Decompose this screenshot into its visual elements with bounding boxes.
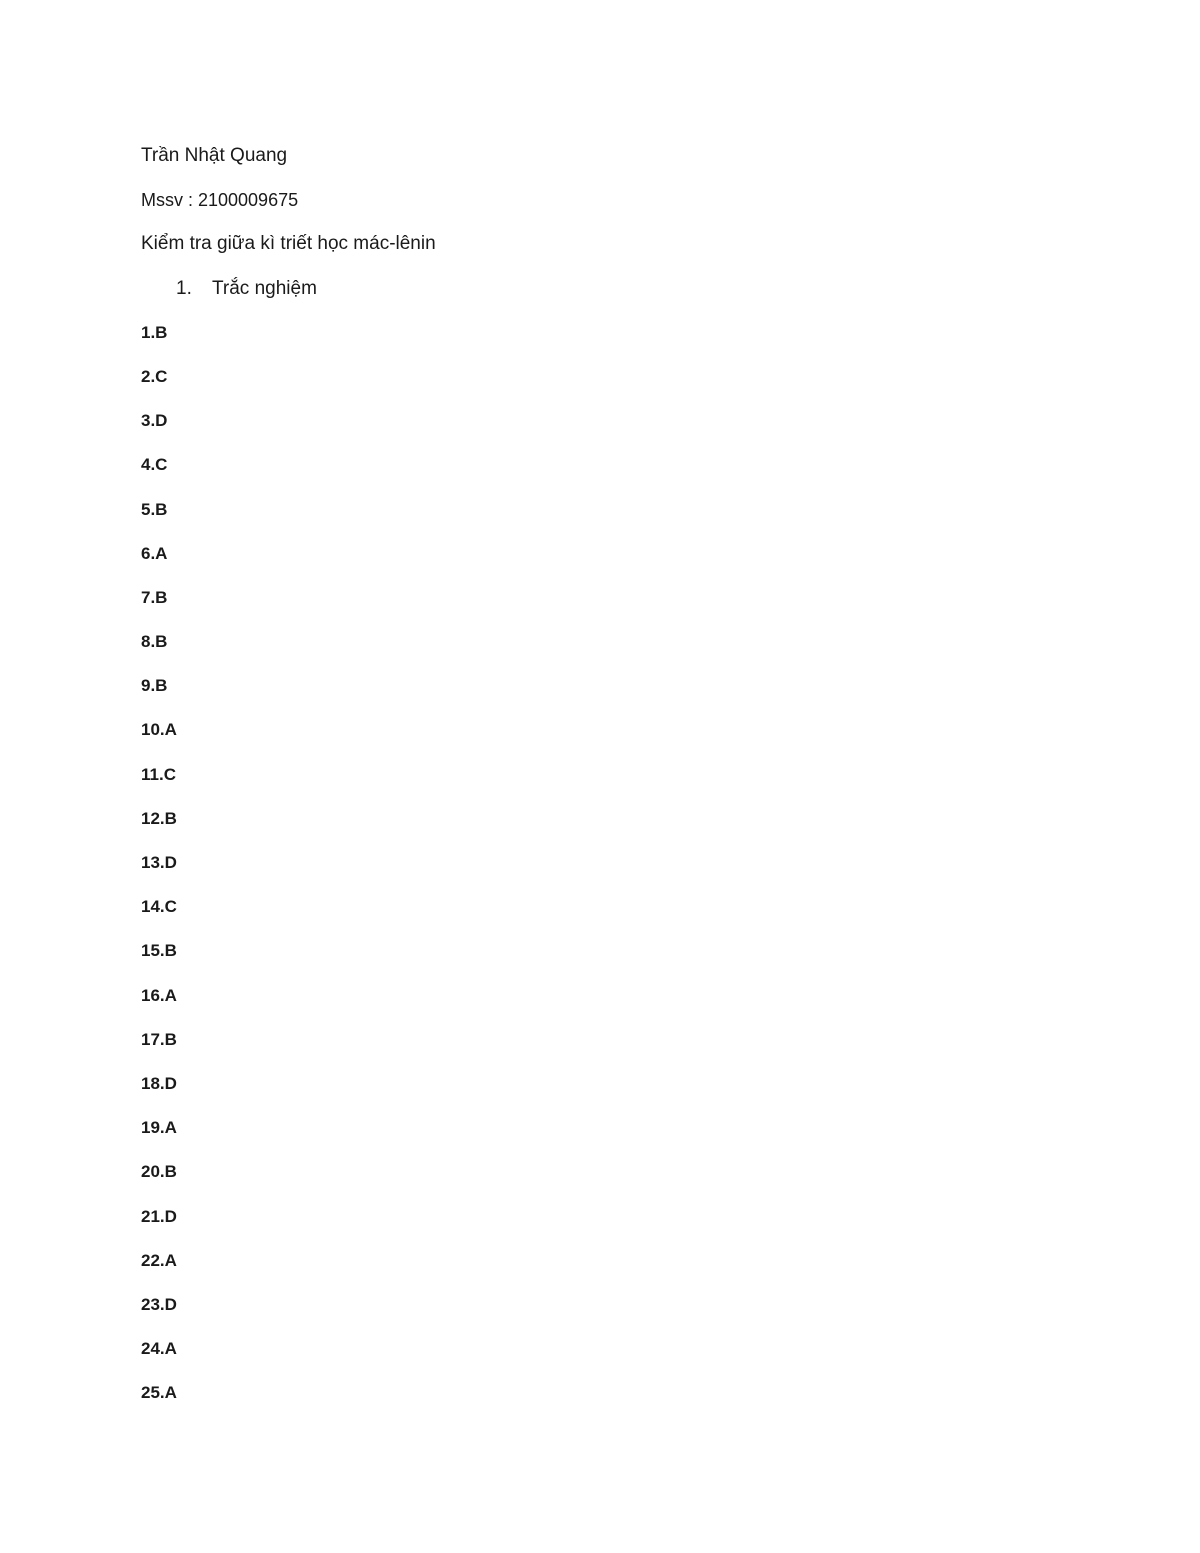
answer-item: 24.A	[141, 1339, 177, 1359]
answer-item: 4.C	[141, 455, 168, 475]
section-heading	[141, 276, 1041, 320]
section-number: 1.	[176, 277, 192, 299]
answer-item: 13.D	[141, 853, 177, 872]
answer-item: 6.A	[141, 543, 168, 563]
answer-item: 18.D	[141, 1073, 177, 1093]
answer-item: 20.B	[141, 1162, 177, 1182]
answer-item: 3.D	[141, 411, 168, 431]
document-body	[141, 143, 1041, 1424]
exam-title: Kiểm tra giữa kì triết học mác-lênin	[141, 233, 436, 255]
answer-item: 10.A	[141, 720, 177, 740]
answer-item: 11.C	[141, 764, 176, 784]
section-title: Trắc nghiệm	[212, 277, 317, 299]
answer-item: 23.D	[141, 1294, 177, 1314]
answer-item: 8.B	[141, 632, 168, 652]
answer-item: 5.B	[141, 499, 168, 519]
answer-item: 16.A	[141, 985, 177, 1005]
answer-item: 12.B	[141, 808, 177, 828]
answer-item: 25.A	[141, 1383, 177, 1403]
answer-item: 7.B	[141, 587, 168, 607]
student-id: Mssv : 2100009675	[141, 190, 299, 211]
answer-item: 9.B	[141, 676, 168, 696]
answer-item: 21.D	[141, 1206, 177, 1226]
student-name: Trần Nhật Quang	[141, 145, 288, 166]
answer-item: 19.A	[141, 1118, 177, 1138]
answer-item: 2.C	[141, 366, 168, 386]
answer-item: 1.B	[141, 322, 168, 342]
answer-item: 22.A	[141, 1250, 177, 1270]
answer-list	[141, 320, 1041, 1425]
answer-item: 15.B	[141, 941, 177, 961]
answer-item: 14.C	[141, 897, 177, 917]
answer-item: 17.B	[141, 1029, 177, 1049]
